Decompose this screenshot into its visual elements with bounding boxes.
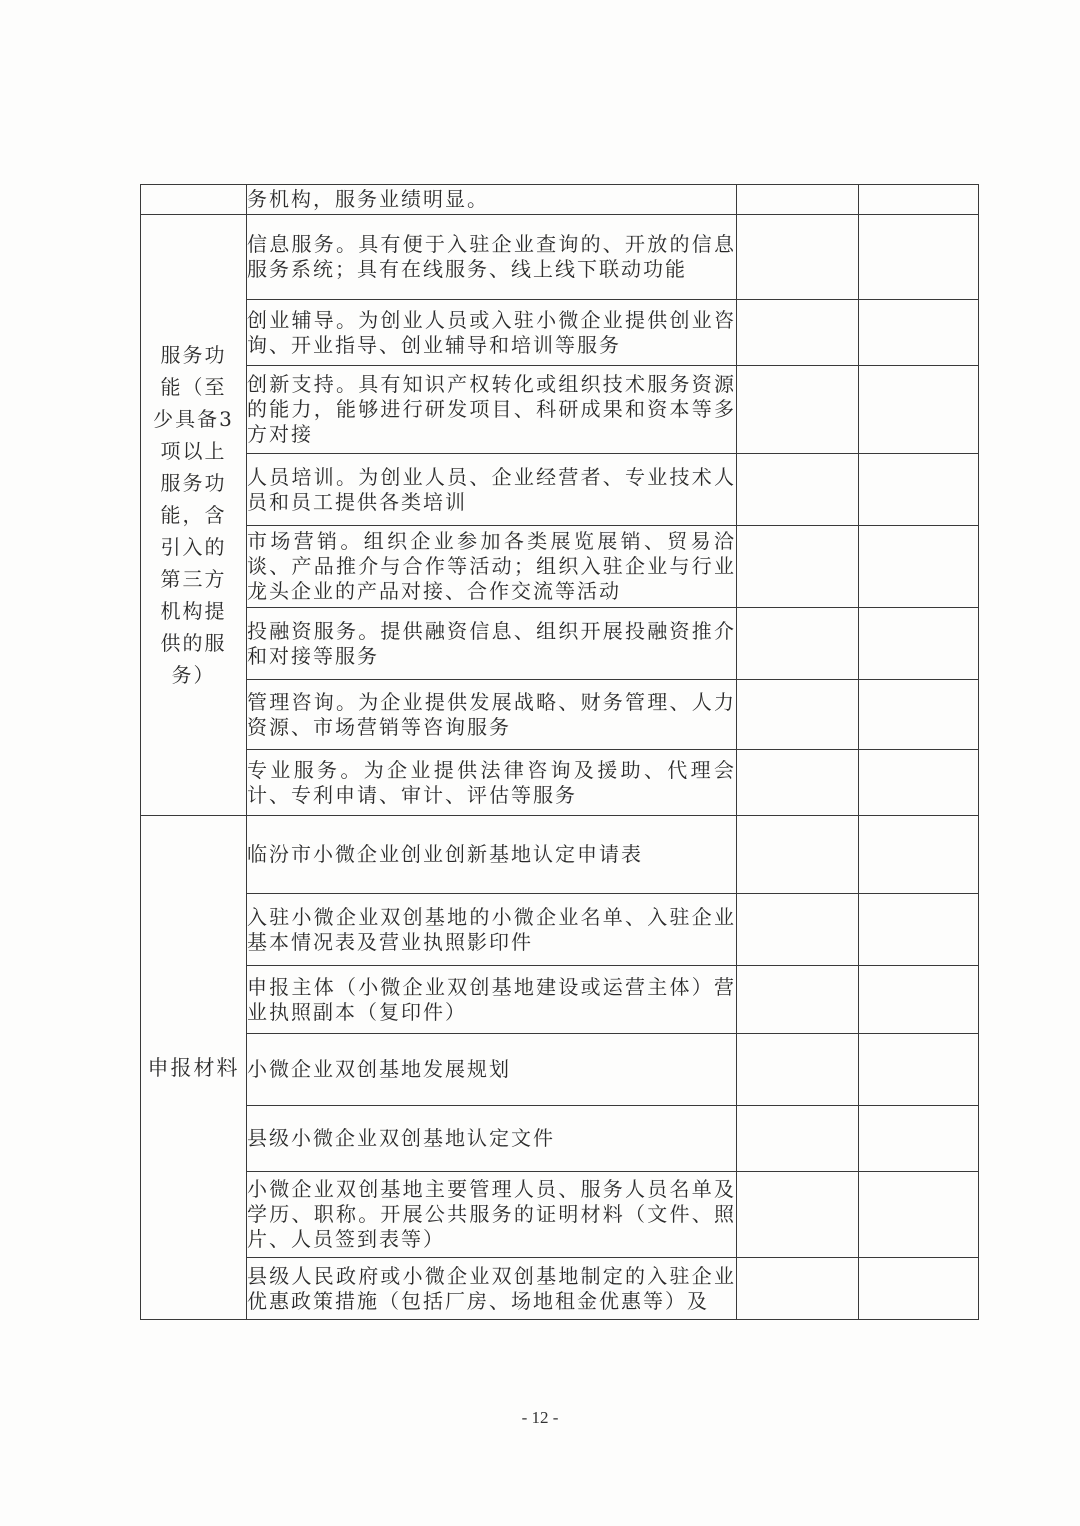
score-cell [737,300,859,366]
score-cell [737,608,859,680]
item-cell: 县级人民政府或小微企业双创基地制定的入驻企业优惠政策措施（包括厂房、场地租金优惠等）及 [247,1258,737,1320]
remark-cell [859,816,979,894]
remark-cell [859,526,979,608]
table-row [141,1172,979,1258]
score-cell [737,966,859,1034]
application-form-table [140,184,979,1320]
table-row [141,816,979,894]
item-cell: 市场营销。组织企业参加各类展览展销、贸易洽谈、产品推介与合作等活动；组织入驻企业与行业龙头企业的产品对接、合作交流等活动 [247,526,737,608]
remark-cell [859,608,979,680]
remark-cell [859,300,979,366]
table-row [141,608,979,680]
item-cell: 管理咨询。为企业提供发展战略、财务管理、人力资源、市场营销等咨询服务 [247,680,737,750]
table-row [141,966,979,1034]
remark-cell [859,750,979,816]
score-cell [737,680,859,750]
remark-cell [859,1106,979,1172]
table-row [141,366,979,454]
table-row [141,215,979,300]
score-cell [737,366,859,454]
score-cell [737,454,859,526]
category-cell-service: 服务功能（至少具备3项以上服务功能，含引入的第三方机构提供的服务） [141,215,247,816]
table-row [141,1034,979,1106]
score-cell [737,1172,859,1258]
item-cell: 县级小微企业双创基地认定文件 [247,1106,737,1172]
item-cell: 务机构，服务业绩明显。 [247,185,737,215]
score-cell [737,750,859,816]
item-cell: 人员培训。为创业人员、企业经营者、专业技术人员和员工提供各类培训 [247,454,737,526]
table-row [141,300,979,366]
item-cell: 创新支持。具有知识产权转化或组织技术服务资源的能力，能够进行研发项目、科研成果和资本等多方对接 [247,366,737,454]
table-row [141,894,979,966]
remark-cell [859,185,979,215]
table-row [141,680,979,750]
item-cell: 申报主体（小微企业双创基地建设或运营主体）营业执照副本（复印件） [247,966,737,1034]
score-cell [737,894,859,966]
remark-cell [859,454,979,526]
score-cell [737,185,859,215]
score-cell [737,1034,859,1106]
table-row [141,750,979,816]
item-cell: 小微企业双创基地主要管理人员、服务人员名单及学历、职称。开展公共服务的证明材料（文件、照片、人员签到表等） [247,1172,737,1258]
table-row [141,185,979,215]
item-cell: 专业服务。为企业提供法律咨询及援助、代理会计、专利申请、审计、评估等服务 [247,750,737,816]
table-row [141,526,979,608]
remark-cell [859,966,979,1034]
remark-cell [859,1258,979,1320]
remark-cell [859,215,979,300]
score-cell [737,215,859,300]
item-cell: 信息服务。具有便于入驻企业查询的、开放的信息服务系统；具有在线服务、线上线下联动功能 [247,215,737,300]
remark-cell [859,1172,979,1258]
category-cell-empty [141,185,247,215]
table-row [141,454,979,526]
category-cell-materials: 申报材料 [141,816,247,1320]
remark-cell [859,680,979,750]
score-cell [737,1106,859,1172]
table-row [141,1258,979,1320]
page-number: - 12 - [521,1408,559,1427]
remark-cell [859,1034,979,1106]
score-cell [737,1258,859,1320]
item-cell: 入驻小微企业双创基地的小微企业名单、入驻企业基本情况表及营业执照影印件 [247,894,737,966]
table-row [141,1106,979,1172]
remark-cell [859,366,979,454]
item-cell: 投融资服务。提供融资信息、组织开展投融资推介和对接等服务 [247,608,737,680]
score-cell [737,526,859,608]
item-cell: 小微企业双创基地发展规划 [247,1034,737,1106]
remark-cell [859,894,979,966]
item-cell: 创业辅导。为创业人员或入驻小微企业提供创业咨询、开业指导、创业辅导和培训等服务 [247,300,737,366]
item-cell: 临汾市小微企业创业创新基地认定申请表 [247,816,737,894]
score-cell [737,816,859,894]
